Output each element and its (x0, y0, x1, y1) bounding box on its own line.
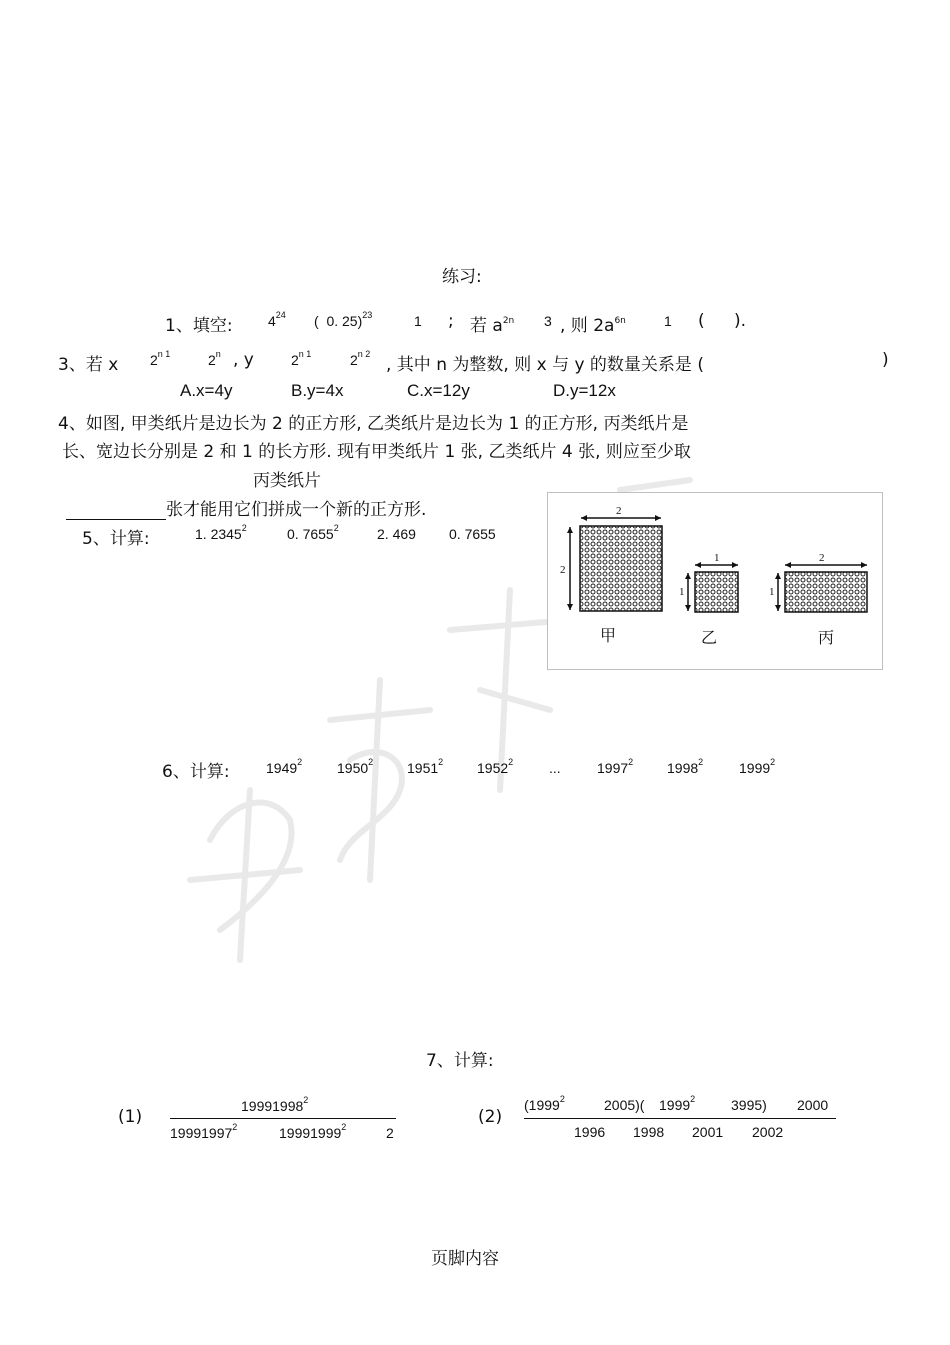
q7-part1-den-c: 2 (386, 1125, 394, 1141)
q7-part2-den-c: 2001 (692, 1124, 724, 1140)
q6-term4: 1952$^2$ (477, 757, 514, 776)
dim-yi-top: 1 (714, 552, 720, 564)
q7-part2-num-d: 3995) (731, 1097, 767, 1113)
q4-answer-blank[interactable] (66, 503, 166, 520)
q5-term1: 1. 2345$^2$ (195, 523, 247, 542)
dim-bing-top: 2 (819, 552, 825, 564)
q3-x-term1: $2^{n 1}$ (150, 349, 171, 368)
q7-part1-den-b: 19991999$^2$ (279, 1122, 347, 1141)
q4-line3: 丙类纸片 (253, 471, 321, 491)
q7-part2-label: (2) (478, 1107, 503, 1127)
q1-blank-open: ( (698, 311, 705, 331)
figure-tiles (547, 492, 883, 670)
q7-part1-label: (1) (118, 1107, 143, 1127)
q1-term: ( 0. 25)$^{23}$ (314, 310, 373, 329)
label-bing: 丙 (818, 628, 835, 647)
label-jia: 甲 (600, 626, 617, 645)
q6-term6: 1998$^2$ (667, 757, 704, 776)
q6-term1: 1949$^2$ (266, 757, 303, 776)
q4-line1: 4、如图, 甲类纸片是边长为 2 的正方形, 乙类纸片是边长为 1 的正方形, 丙类纸片是 (58, 414, 689, 434)
q3-option-b: B.y=4x (291, 381, 344, 400)
q7-part1-numerator: 19991998$^2$ (241, 1095, 309, 1114)
q6-term3: 1951$^2$ (407, 757, 444, 776)
q1-if: 若 $a^{2n}$ (470, 316, 515, 336)
q1-one: 1 (414, 313, 422, 329)
q7-part2-num-c: 1999$^2$ (659, 1094, 696, 1113)
q6-term7: 1999$^2$ (739, 757, 776, 776)
q6-ellipsis: ... (549, 760, 561, 776)
q7-part2-num-a: (1999$^2$ (524, 1094, 565, 1113)
q7-part2-fraction-bar (524, 1118, 836, 1119)
q3-close: ) (882, 350, 889, 370)
q7-part2-den-d: 2002 (752, 1124, 784, 1140)
tile-jia (580, 526, 662, 611)
dim-jia-left: 2 (560, 564, 566, 576)
q1-label: 1、填空: (165, 316, 233, 336)
label-yi: 乙 (701, 628, 718, 647)
dim-bing-left: 1 (769, 586, 775, 598)
section-title: 练习: (442, 267, 482, 287)
q4-line2: 长、宽边长分别是 2 和 1 的长方形. 现有甲类纸片 1 张, 乙类纸片 4 张, 则应至少取 (62, 442, 691, 462)
q3-option-a: A.x=4y (180, 381, 233, 400)
dim-jia-top: 2 (616, 505, 622, 517)
q6-term5: 1997$^2$ (597, 757, 634, 776)
q3-option-d: D.y=12x (553, 381, 616, 400)
q5-label: 5、计算: (82, 529, 150, 549)
q1-semicolon: ; (448, 311, 454, 331)
q5-term3: 2. 469 (377, 526, 416, 542)
q7-part2-den-b: 1998 (633, 1124, 665, 1140)
q3-y: , y (233, 350, 254, 370)
q7-part1-den-a: 19991997$^2$ (170, 1122, 238, 1141)
q7-label: 7、计算: (426, 1051, 494, 1071)
figure-svg (548, 493, 882, 669)
page-footer: 页脚内容 (431, 1249, 499, 1269)
dim-yi-left: 1 (679, 586, 685, 598)
q6-term2: 1950$^2$ (337, 757, 374, 776)
q5-term4: 0. 7655 (449, 526, 496, 542)
q1-one-b: 1 (664, 313, 672, 329)
q7-part2-num-e: 2000 (797, 1097, 829, 1113)
q7-part2-den-a: 1996 (574, 1124, 606, 1140)
q1-three: 3 (544, 313, 552, 329)
q4-line4: 张才能用它们拼成一个新的正方形. (66, 495, 426, 520)
q3-option-c: C.x=12y (407, 381, 470, 400)
q7-part2-num-b: 2005)( (604, 1097, 645, 1113)
q5-term2: 0. 7655$^2$ (287, 523, 339, 542)
q3-y-term2: $2^{n 2}$ (350, 349, 371, 368)
q3-x-term2: 2$^n$ (208, 349, 221, 368)
q3-question: , 其中 n 为整数, 则 x 与 y 的数量关系是 ( (386, 355, 704, 375)
q1-then: , 则 $2a^{6n}$ (560, 316, 626, 336)
q1-blank-close: ). (734, 311, 747, 331)
tile-yi (695, 572, 738, 612)
q7-part1-fraction-bar (170, 1118, 396, 1119)
tile-bing (785, 572, 867, 612)
q6-label: 6、计算: (162, 762, 230, 782)
q3-y-term1: $2^{n 1}$ (291, 349, 312, 368)
q3-label: 3、若 x (58, 355, 119, 375)
q1-base: $4^{24}$ (268, 310, 286, 329)
